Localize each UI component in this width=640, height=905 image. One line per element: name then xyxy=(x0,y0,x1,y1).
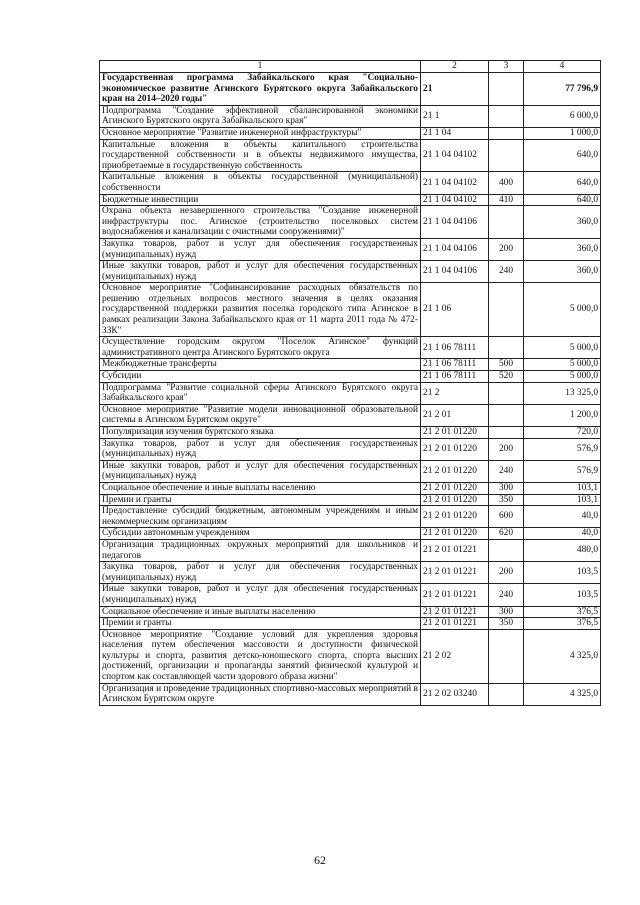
row-name-cell: Подпрограмма "Развитие социальной сферы Агинского Бурятского округа Забайкальского края" xyxy=(100,382,421,404)
row-vr-cell: 240 xyxy=(489,261,524,283)
table-row xyxy=(100,283,601,337)
table-row xyxy=(100,337,601,359)
row-code-cell: 21 1 04 04106 xyxy=(421,238,489,260)
table-row xyxy=(100,562,601,584)
row-name-cell: Социальное обеспечение и иные выплаты населению xyxy=(100,606,421,618)
row-code-cell: 21 2 xyxy=(421,382,489,404)
row-sum-cell: 360,0 xyxy=(524,261,601,283)
row-name-cell: Осуществление городским округом "Поселок Агинское" функций административного центра Агинского Бурятского округа xyxy=(100,337,421,359)
header-col-code: 2 xyxy=(421,61,489,73)
row-code-cell: 21 2 01 01220 xyxy=(421,460,489,482)
row-vr-cell: 300 xyxy=(489,482,524,494)
table-body xyxy=(100,73,601,706)
row-vr-cell: 200 xyxy=(489,438,524,460)
row-code-cell: 21 2 01 01220 xyxy=(421,494,489,506)
table-row xyxy=(100,584,601,606)
row-code-cell: 21 2 02 03240 xyxy=(421,683,489,705)
row-vr-cell: 350 xyxy=(489,494,524,506)
row-vr-cell: 350 xyxy=(489,618,524,630)
table-row xyxy=(100,73,601,106)
row-sum-cell: 40,0 xyxy=(524,506,601,528)
page-number: 62 xyxy=(314,853,326,867)
row-name-cell: Иные закупки товаров, работ и услуг для обеспечения государственных (муниципальных) нужд xyxy=(100,460,421,482)
row-sum-cell: 576,9 xyxy=(524,460,601,482)
row-name-cell: Подпрограмма "Создание эффективной сбалансированной экономики Агинского Бурятского округа Забайкальского края" xyxy=(100,105,421,127)
row-code-cell: 21 2 01 01220 xyxy=(421,482,489,494)
row-name-cell: Капитальные вложения в объекты капитального строительства государственной собственности и в объекты недвижимого имущества, приобретаемые в государственную собственность xyxy=(100,139,421,172)
row-code-cell: 21 1 06 78111 xyxy=(421,371,489,383)
table-row xyxy=(100,618,601,630)
row-name-cell: Предоставление субсидий бюджетным, автономным учреждениям и иным некоммерческим организациям xyxy=(100,506,421,528)
row-name-cell: Иные закупки товаров, работ и услуг для обеспечения государственных (муниципальных) нужд xyxy=(100,261,421,283)
row-code-cell: 21 2 01 01221 xyxy=(421,562,489,584)
table-row xyxy=(100,528,601,540)
row-sum-cell: 1 200,0 xyxy=(524,404,601,426)
row-sum-cell: 1 000,0 xyxy=(524,127,601,139)
row-name-cell: Основное мероприятие "Развитие инженерной инфраструктуры" xyxy=(100,127,421,139)
row-sum-cell: 103,1 xyxy=(524,482,601,494)
row-sum-cell: 376,5 xyxy=(524,618,601,630)
row-vr-cell: 240 xyxy=(489,460,524,482)
row-name-cell: Премии и гранты xyxy=(100,494,421,506)
row-sum-cell: 103,5 xyxy=(524,584,601,606)
row-code-cell: 21 xyxy=(421,73,489,106)
table-row xyxy=(100,404,601,426)
row-sum-cell: 5 000,0 xyxy=(524,283,601,337)
row-vr-cell xyxy=(489,73,524,106)
table-row xyxy=(100,494,601,506)
row-sum-cell: 640,0 xyxy=(524,139,601,172)
row-sum-cell: 4 325,0 xyxy=(524,629,601,683)
row-code-cell: 21 2 01 01220 xyxy=(421,506,489,528)
row-vr-cell: 410 xyxy=(489,194,524,206)
row-sum-cell: 103,1 xyxy=(524,494,601,506)
table-row xyxy=(100,629,601,683)
table-row xyxy=(100,139,601,172)
row-name-cell: Премии и гранты xyxy=(100,618,421,630)
table-row xyxy=(100,194,601,206)
row-sum-cell: 360,0 xyxy=(524,206,601,239)
row-vr-cell xyxy=(489,382,524,404)
table-row xyxy=(100,482,601,494)
row-code-cell: 21 1 04 04102 xyxy=(421,139,489,172)
table-row xyxy=(100,539,601,561)
row-vr-cell xyxy=(489,127,524,139)
row-sum-cell: 5 000,0 xyxy=(524,337,601,359)
row-name-cell: Закупка товаров, работ и услуг для обеспечения государственных (муниципальных) нужд xyxy=(100,438,421,460)
table-row xyxy=(100,371,601,383)
row-vr-cell xyxy=(489,206,524,239)
table-row xyxy=(100,206,601,239)
table-row xyxy=(100,127,601,139)
row-name-cell: Организация традиционных окружных мероприятий для школьников и педагогов xyxy=(100,539,421,561)
row-name-cell: Капитальные вложения в объекты государственной (муниципальной) собственности xyxy=(100,172,421,194)
row-name-cell: Основное мероприятие "Развитие модели инновационной образовательной системы в Агинском Бурятском округе" xyxy=(100,404,421,426)
table-row xyxy=(100,427,601,439)
row-code-cell: 21 2 01 01220 xyxy=(421,528,489,540)
row-vr-cell xyxy=(489,427,524,439)
row-vr-cell: 400 xyxy=(489,172,524,194)
row-code-cell: 21 2 02 xyxy=(421,629,489,683)
row-code-cell: 21 2 01 01221 xyxy=(421,539,489,561)
row-name-cell: Охрана объекта незавершенного строительства "Создание инженерной инфраструктуры пос. Агинское (строительство поселковых систем водоснабжения и канализации с очистными сооружениями)" xyxy=(100,206,421,239)
row-sum-cell: 360,0 xyxy=(524,238,601,260)
budget-table xyxy=(99,60,601,706)
header-col-name: 1 xyxy=(100,61,421,73)
row-vr-cell: 520 xyxy=(489,371,524,383)
row-sum-cell: 640,0 xyxy=(524,172,601,194)
row-sum-cell: 103,5 xyxy=(524,562,601,584)
row-vr-cell: 200 xyxy=(489,562,524,584)
row-sum-cell: 376,5 xyxy=(524,606,601,618)
table-row xyxy=(100,261,601,283)
row-name-cell: Основное мероприятие "Софинансирование расходных обязательств по решению отдельных вопросов местного значения в целях оказания государственной поддержки развития поселка городского типа Агинское в рамках реализации Закона Забайкальского края от 11 марта 2011 года № 472-ЗЗК" xyxy=(100,283,421,337)
row-code-cell: 21 1 06 78111 xyxy=(421,337,489,359)
row-code-cell: 21 1 04 04102 xyxy=(421,194,489,206)
table-row xyxy=(100,606,601,618)
table-row xyxy=(100,238,601,260)
row-vr-cell xyxy=(489,539,524,561)
row-vr-cell xyxy=(489,139,524,172)
table-row xyxy=(100,506,601,528)
row-name-cell: Субсидии автономным учреждениям xyxy=(100,528,421,540)
row-code-cell: 21 1 04 xyxy=(421,127,489,139)
row-name-cell: Социальное обеспечение и иные выплаты населению xyxy=(100,482,421,494)
row-sum-cell: 13 325,0 xyxy=(524,382,601,404)
row-vr-cell: 500 xyxy=(489,359,524,371)
row-sum-cell: 5 000,0 xyxy=(524,359,601,371)
row-code-cell: 21 1 04 04106 xyxy=(421,261,489,283)
row-vr-cell xyxy=(489,283,524,337)
row-code-cell: 21 2 01 01221 xyxy=(421,584,489,606)
row-name-cell: Межбюджетные трансферты xyxy=(100,359,421,371)
row-name-cell: Закупка товаров, работ и услуг для обеспечения государственных (муниципальных) нужд xyxy=(100,562,421,584)
row-vr-cell xyxy=(489,404,524,426)
row-vr-cell xyxy=(489,337,524,359)
row-vr-cell: 200 xyxy=(489,238,524,260)
row-sum-cell: 5 000,0 xyxy=(524,371,601,383)
row-sum-cell: 77 796,9 xyxy=(524,73,601,106)
row-name-cell: Основное мероприятие "Создание условий для укрепления здоровья населения путем обеспечения массовости и доступности физической культуры и спорта, развития детско-юношеского спорта, спорта высших достижений, организации и пропаганды занятий физической культурой и спортом как составляющей части здорового образа жизни" xyxy=(100,629,421,683)
table-row xyxy=(100,359,601,371)
row-code-cell: 21 1 04 04102 xyxy=(421,172,489,194)
row-sum-cell: 4 325,0 xyxy=(524,683,601,705)
row-name-cell: Закупка товаров, работ и услуг для обеспечения государственных (муниципальных) нужд xyxy=(100,238,421,260)
row-sum-cell: 640,0 xyxy=(524,194,601,206)
table-row xyxy=(100,683,601,705)
row-name-cell: Государственная программа Забайкальского края "Социально-экономическое развитие Агинского Бурятского округа Забайкальского края на 2014–2020 годы" xyxy=(100,73,421,106)
row-sum-cell: 576,9 xyxy=(524,438,601,460)
table-row xyxy=(100,105,601,127)
row-code-cell: 21 1 xyxy=(421,105,489,127)
header-col-sum: 4 xyxy=(524,61,601,73)
row-name-cell: Иные закупки товаров, работ и услуг для обеспечения государственных (муниципальных) нужд xyxy=(100,584,421,606)
row-vr-cell xyxy=(489,105,524,127)
row-name-cell: Популяризация изучения бурятского языка xyxy=(100,427,421,439)
row-name-cell: Субсидии xyxy=(100,371,421,383)
table-header-row xyxy=(100,61,601,73)
table-row xyxy=(100,172,601,194)
table-row xyxy=(100,460,601,482)
row-code-cell: 21 2 01 01221 xyxy=(421,618,489,630)
row-sum-cell: 480,0 xyxy=(524,539,601,561)
header-col-vr: 3 xyxy=(489,61,524,73)
row-vr-cell: 240 xyxy=(489,584,524,606)
row-code-cell: 21 2 01 01221 xyxy=(421,606,489,618)
row-sum-cell: 6 000,0 xyxy=(524,105,601,127)
row-vr-cell: 300 xyxy=(489,606,524,618)
row-name-cell: Организация и проведение традиционных спортивно-массовых мероприятий в Агинском Бурятском округе xyxy=(100,683,421,705)
row-code-cell: 21 1 04 04106 xyxy=(421,206,489,239)
row-code-cell: 21 2 01 01220 xyxy=(421,427,489,439)
row-sum-cell: 720,0 xyxy=(524,427,601,439)
row-vr-cell: 600 xyxy=(489,506,524,528)
row-code-cell: 21 1 06 xyxy=(421,283,489,337)
row-code-cell: 21 2 01 01220 xyxy=(421,438,489,460)
row-vr-cell xyxy=(489,629,524,683)
row-code-cell: 21 2 01 xyxy=(421,404,489,426)
table-row xyxy=(100,382,601,404)
row-vr-cell: 620 xyxy=(489,528,524,540)
row-name-cell: Бюджетные инвестиции xyxy=(100,194,421,206)
row-code-cell: 21 1 06 78111 xyxy=(421,359,489,371)
row-sum-cell: 40,0 xyxy=(524,528,601,540)
table-row xyxy=(100,438,601,460)
row-vr-cell xyxy=(489,683,524,705)
